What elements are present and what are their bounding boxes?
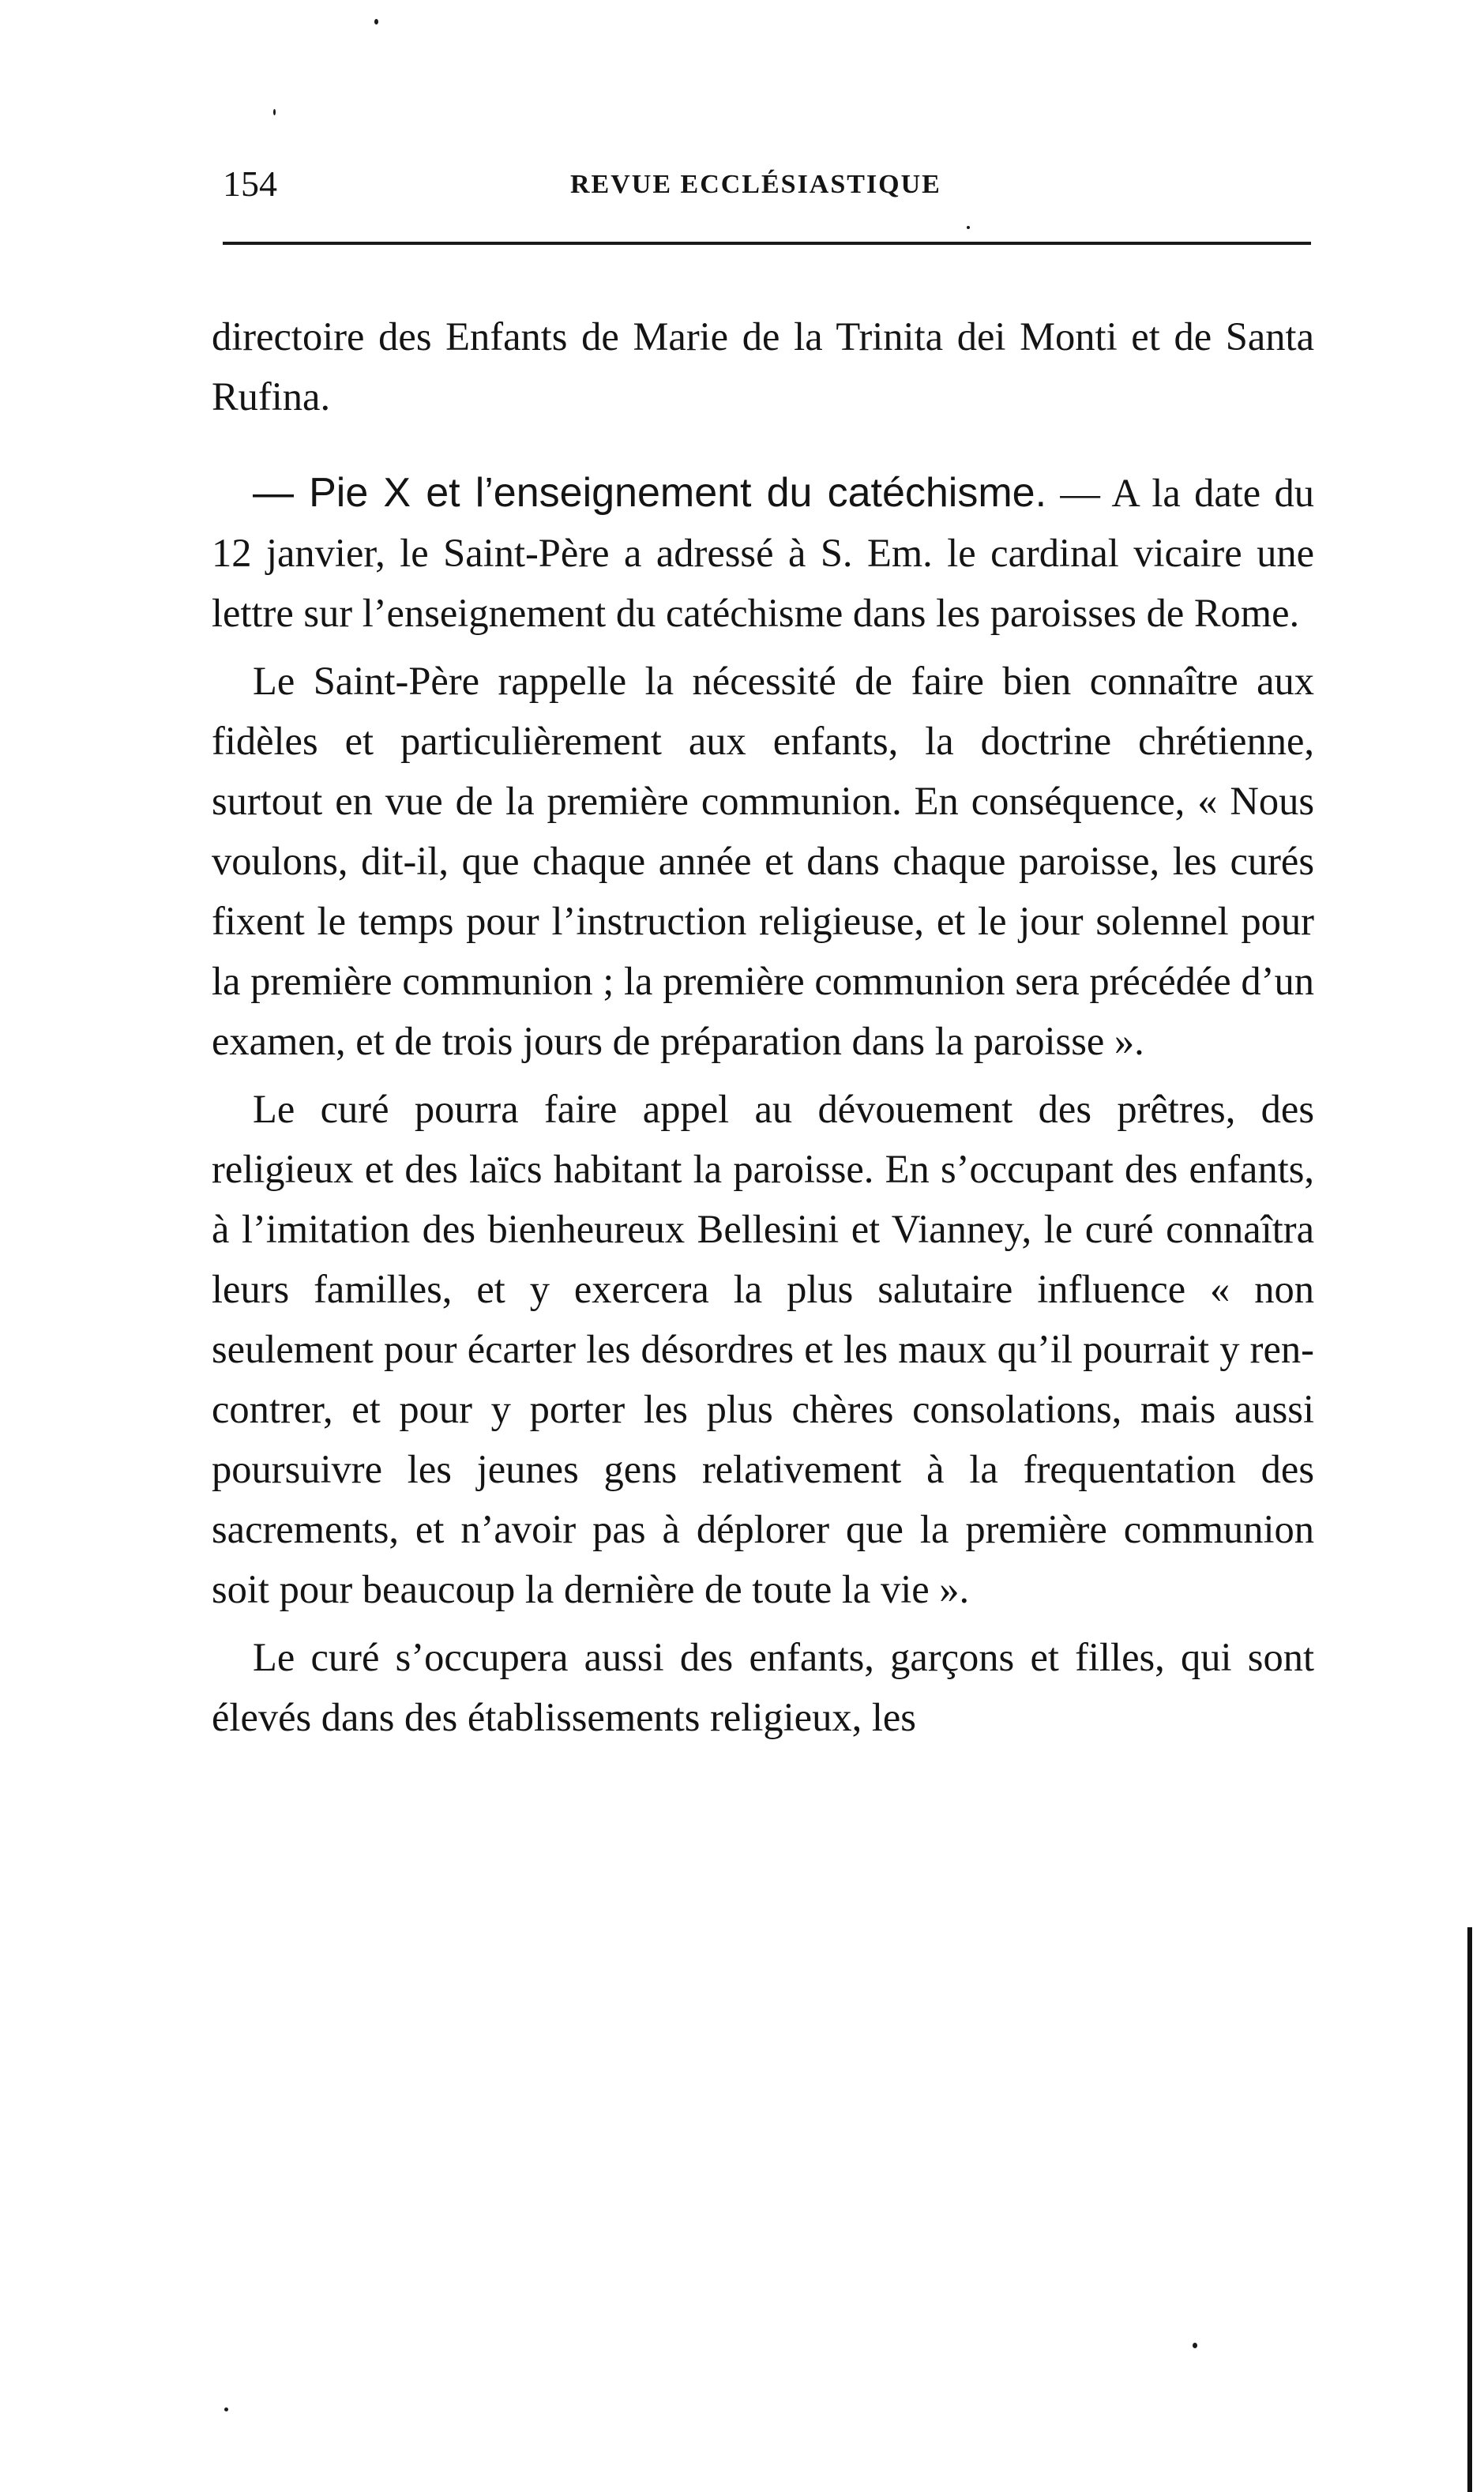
scan-speck — [374, 19, 378, 24]
paragraph-continuation: directoire des Enfants de Marie de la Trinita dei Monti et de Santa Rufina. — [212, 314, 1314, 419]
running-title: REVUE ECCLÉSIASTIQUE — [570, 170, 941, 199]
heading-dash: — — [253, 470, 310, 516]
paragraph-section-start — [212, 463, 1314, 643]
scan-speck — [224, 2407, 228, 2411]
paragraph-text: — A la date du 12 janvier, le Saint-Père a adressé à S. Em. le cardinal vicaire une lettre sur l’enseignement du catéchisme dans les paroisses de Rome. — [212, 471, 1314, 635]
paragraph: Le Saint-Père rappelle la nécessité de faire bien connaître aux fidèles et particulièrement aux enfants, la doctrine chrétienne, surtout en vue de la première communion. En conséquence, « Nous voulons, dit-il, que chaque année et dans chaque paroisse, les curés fixent le temps pour l’instruction religieuse, et le jour solennel pour la première communion ; la première communion sera précédée d’un examen, et de trois jours de préparation dans la paroisse ». — [212, 659, 1314, 1063]
header-rule — [223, 242, 1311, 245]
page-header — [223, 156, 1311, 212]
scan-speck — [1193, 2343, 1197, 2348]
scan-speck — [273, 109, 276, 115]
paragraph: Le curé s’occupera aussi des enfants, garçons et filles, qui sont élevés dans des établissements religieux, les — [212, 1635, 1314, 1739]
scan-speck — [967, 226, 970, 229]
page-number: 154 — [223, 164, 277, 204]
paragraph: Le curé pourra faire appel au dévouement des prêtres, des religieux et des laïcs habitant la paroisse. En s’occupant des enfants, à l’imitation des bienheureux Bellesini et Vianney, le curé connaîtra leurs familles, et y exercera la plus salutaire influence « non seulement pour écarter les désordres et les maux qu’il pourrait y rencontrer, et pour y porter les plus chères consolations, mais aussi poursuivre les jeunes gens relativement à la frequentation des sacrements, et n’avoir pas à déplorer que la première communion soit pour beaucoup la dernière de toute la vie ». — [212, 1087, 1314, 1611]
section-title: Pie X et l’enseignement du catéchisme. — [309, 470, 1047, 516]
body-text — [212, 306, 1314, 1747]
scan-edge-bar — [1467, 1927, 1472, 2492]
